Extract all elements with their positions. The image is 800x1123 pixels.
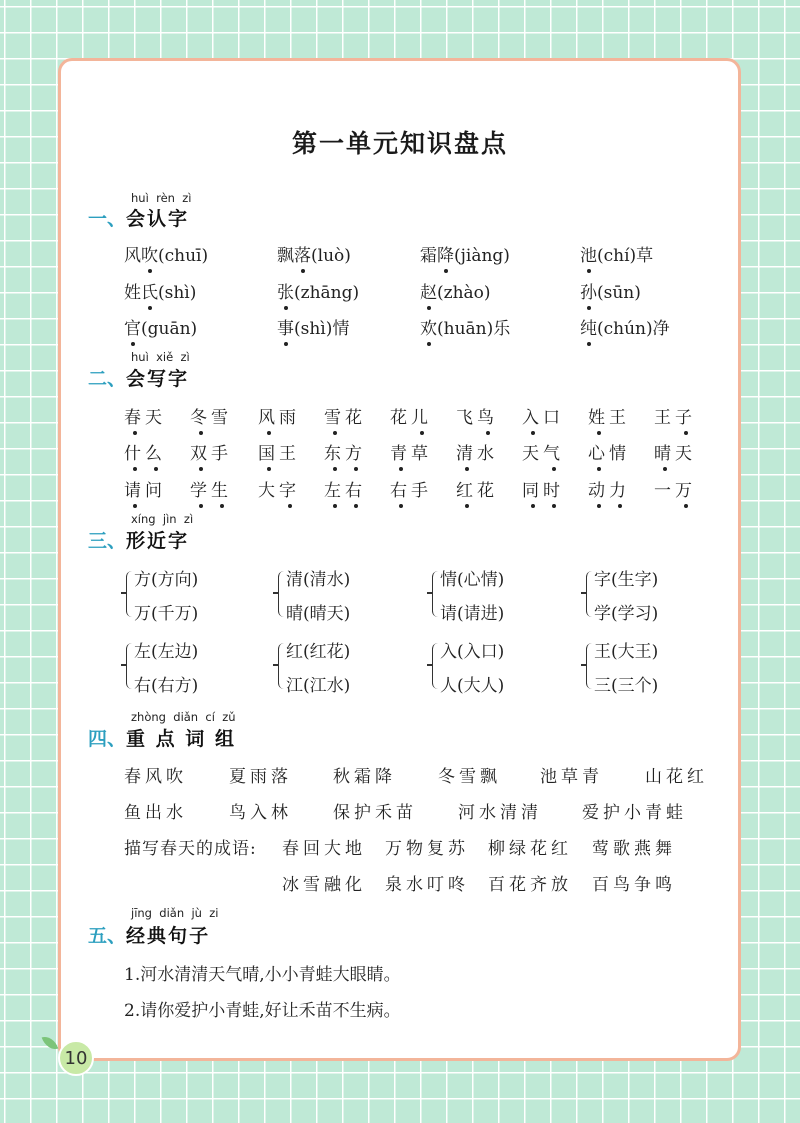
write-word [588,403,630,428]
dotted-char: 子 [675,403,696,428]
recognize-item [420,314,510,339]
char: 问 [145,481,166,501]
sentence-2: 2.请你爱护小青蛙,好让禾苗不生病。 [124,1001,401,1021]
idiom-label: 描写春天的成语: [124,839,257,859]
recognize-item [277,241,351,266]
dotted-char: 红 [456,476,477,501]
dotted-char: 降 [437,241,454,266]
dotted-char: 风 [258,403,279,428]
char: 天 [145,408,166,428]
similar-char-bottom: 江(江水) [286,676,351,696]
char: 手 [411,481,432,501]
similar-char-top: 左(左边) [134,642,199,662]
dotted-char: 生 [211,476,232,501]
dotted-char: 动 [588,476,609,501]
write-word [654,403,696,428]
similar-char-bottom: 人(大人) [440,676,505,696]
idiom: 莺歌燕舞 [592,839,676,859]
char: 雨 [279,408,300,428]
key-phrase: 夏雨落 [229,767,292,787]
char: 姓 [124,283,141,303]
similar-char-bottom: 万(千万) [134,604,199,624]
key-phrase: 冬雪飘 [438,767,501,787]
write-word [258,403,300,428]
char: 天 [522,444,543,464]
recognize-item [124,278,196,303]
write-word [124,439,166,464]
key-phrase: 秋霜降 [333,767,396,787]
section4-pinyin: zhòng diǎn cí zǔ [131,710,236,724]
char: 一 [654,481,675,501]
idiom: 百花齐放 [488,875,572,895]
char: 花 [390,408,411,428]
idiom: 柳绿花红 [488,839,572,859]
dotted-char: 氏 [141,278,158,303]
section2-pinyin: huì xiě zì [131,350,190,364]
dotted-char: 冬 [190,403,211,428]
similar-char-top: 入(入口) [440,642,505,662]
write-word [588,476,630,501]
dotted-char: 同 [522,476,543,501]
pinyin-note: (sūn) [597,283,641,303]
char: 情 [609,444,630,464]
write-word [456,403,498,428]
dotted-char: 方 [345,439,366,464]
key-phrase: 鸟入林 [229,803,292,823]
char: 王 [609,408,630,428]
dotted-char: 国 [258,439,279,464]
pinyin-note: (chí)草 [597,246,654,266]
section4-heading: 四、重 点 词 组 [88,728,236,750]
dotted-char: 双 [190,439,211,464]
dotted-char: 事 [277,314,294,339]
key-phrase: 河水清清 [458,803,542,823]
section1-heading: 一、会认字 [88,208,190,230]
char: 口 [543,408,564,428]
write-word [522,476,564,501]
similar-char-top: 红(红花) [286,642,351,662]
similar-char-top: 方(方向) [134,570,199,590]
write-word [390,476,432,501]
pinyin-note: (jiàng) [454,246,510,266]
dotted-char: 儿 [411,403,432,428]
recognize-item [277,314,349,339]
char: 霜 [420,246,437,266]
write-word [522,439,564,464]
write-word [324,403,366,428]
write-word [588,439,630,464]
dotted-char: 张 [277,278,294,303]
write-word [522,403,564,428]
dotted-char: 池 [580,241,597,266]
key-phrase: 池草青 [540,767,603,787]
dotted-char: 清 [456,439,477,464]
dotted-char: 么 [145,439,166,464]
section5-pinyin: jīng diǎn jù zi [131,906,219,920]
dotted-char: 欢 [420,314,437,339]
char: 王 [654,408,675,428]
char: 手 [211,444,232,464]
char: 花 [345,408,366,428]
idiom: 百鸟争鸣 [592,875,676,895]
dotted-char: 时 [543,476,564,501]
recognize-item [124,241,208,266]
char: 王 [279,444,300,464]
recognize-item [420,241,510,266]
dotted-char: 万 [675,476,696,501]
write-word [456,439,498,464]
dotted-char: 左 [324,476,345,501]
section5-heading: 五、经典句子 [88,925,211,947]
char: 大 [258,481,279,501]
sentence-1: 1.河水清清天气晴,小小青蛙大眼睛。 [124,965,401,985]
dotted-char: 青 [390,439,411,464]
char: 水 [477,444,498,464]
dotted-char: 晴 [654,439,675,464]
recognize-item [277,278,359,303]
idiom: 泉水叮咚 [385,875,469,895]
dotted-char: 孙 [580,278,597,303]
dotted-char: 落 [294,241,311,266]
similar-char-top: 清(清水) [286,570,351,590]
key-phrase: 保护禾苗 [333,803,417,823]
key-phrase: 鱼出水 [124,803,187,823]
dotted-char: 东 [324,439,345,464]
char: 雪 [211,408,232,428]
write-word [258,476,300,501]
dotted-char: 雪 [324,403,345,428]
similar-char-bottom: 右(右方) [134,676,199,696]
dotted-char: 鸟 [477,403,498,428]
char: 天 [675,444,696,464]
recognize-item [580,241,653,266]
dotted-char: 右 [390,476,411,501]
write-word [390,439,432,464]
similar-char-top: 王(大王) [594,642,659,662]
write-word [654,476,696,501]
pinyin-note: (guān) [141,319,198,339]
similar-char-top: 字(生字) [594,570,659,590]
write-word [324,476,366,501]
pinyin-note: (chún)净 [597,319,670,339]
dotted-char: 春 [124,403,145,428]
write-word [258,439,300,464]
key-phrase: 山花红 [645,767,708,787]
recognize-item [580,278,641,303]
write-word [390,403,432,428]
dotted-char: 什 [124,439,145,464]
similar-char-bottom: 三(三个) [594,676,659,696]
write-word [324,439,366,464]
dotted-char: 赵 [420,278,437,303]
pinyin-note: (huān)乐 [437,319,511,339]
char: 飞 [456,408,477,428]
similar-char-bottom: 晴(晴天) [286,604,351,624]
char: 飘 [277,246,294,266]
recognize-item [580,314,670,339]
dotted-char: 心 [588,439,609,464]
dotted-char: 请 [124,476,145,501]
idiom: 万物复苏 [385,839,469,859]
page-number: 10 [58,1040,94,1076]
idiom: 春回大地 [282,839,366,859]
write-word [190,476,232,501]
recognize-item [420,278,491,303]
char: 花 [477,481,498,501]
similar-char-top: 情(心情) [440,570,505,590]
dotted-char: 入 [522,403,543,428]
pinyin-note: (shì) [158,283,197,303]
dotted-char: 姓 [588,403,609,428]
similar-char-bottom: 学(学习) [594,604,659,624]
similar-char-bottom: 请(请进) [440,604,505,624]
write-word [456,476,498,501]
dotted-char: 力 [609,476,630,501]
recognize-item [124,314,197,339]
pinyin-note: (zhào) [437,283,491,303]
write-word [654,439,696,464]
section3-pinyin: xíng jìn zì [131,512,194,526]
page-title: 第一单元知识盘点 [291,129,508,158]
dotted-char: 气 [543,439,564,464]
section2-heading: 二、会写字 [88,368,190,390]
pinyin-note: (shì)情 [294,319,350,339]
pinyin-note: (chuī) [158,246,209,266]
dotted-char: 官 [124,314,141,339]
dotted-char: 吹 [141,241,158,266]
idiom: 冰雪融化 [282,875,366,895]
dotted-char: 字 [279,476,300,501]
write-word [190,403,232,428]
pinyin-note: (zhāng) [294,283,360,303]
write-word [124,476,166,501]
char: 草 [411,444,432,464]
section1-pinyin: huì rèn zì [131,191,192,205]
write-word [124,403,166,428]
pinyin-note: (luò) [311,246,351,266]
write-word [190,439,232,464]
char: 风 [124,246,141,266]
dotted-char: 学 [190,476,211,501]
key-phrase: 春风吹 [124,767,187,787]
dotted-char: 纯 [580,314,597,339]
section3-heading: 三、形近字 [88,530,190,552]
key-phrase: 爱护小青蛙 [582,803,687,823]
dotted-char: 右 [345,476,366,501]
leaf-icon [42,1033,59,1052]
